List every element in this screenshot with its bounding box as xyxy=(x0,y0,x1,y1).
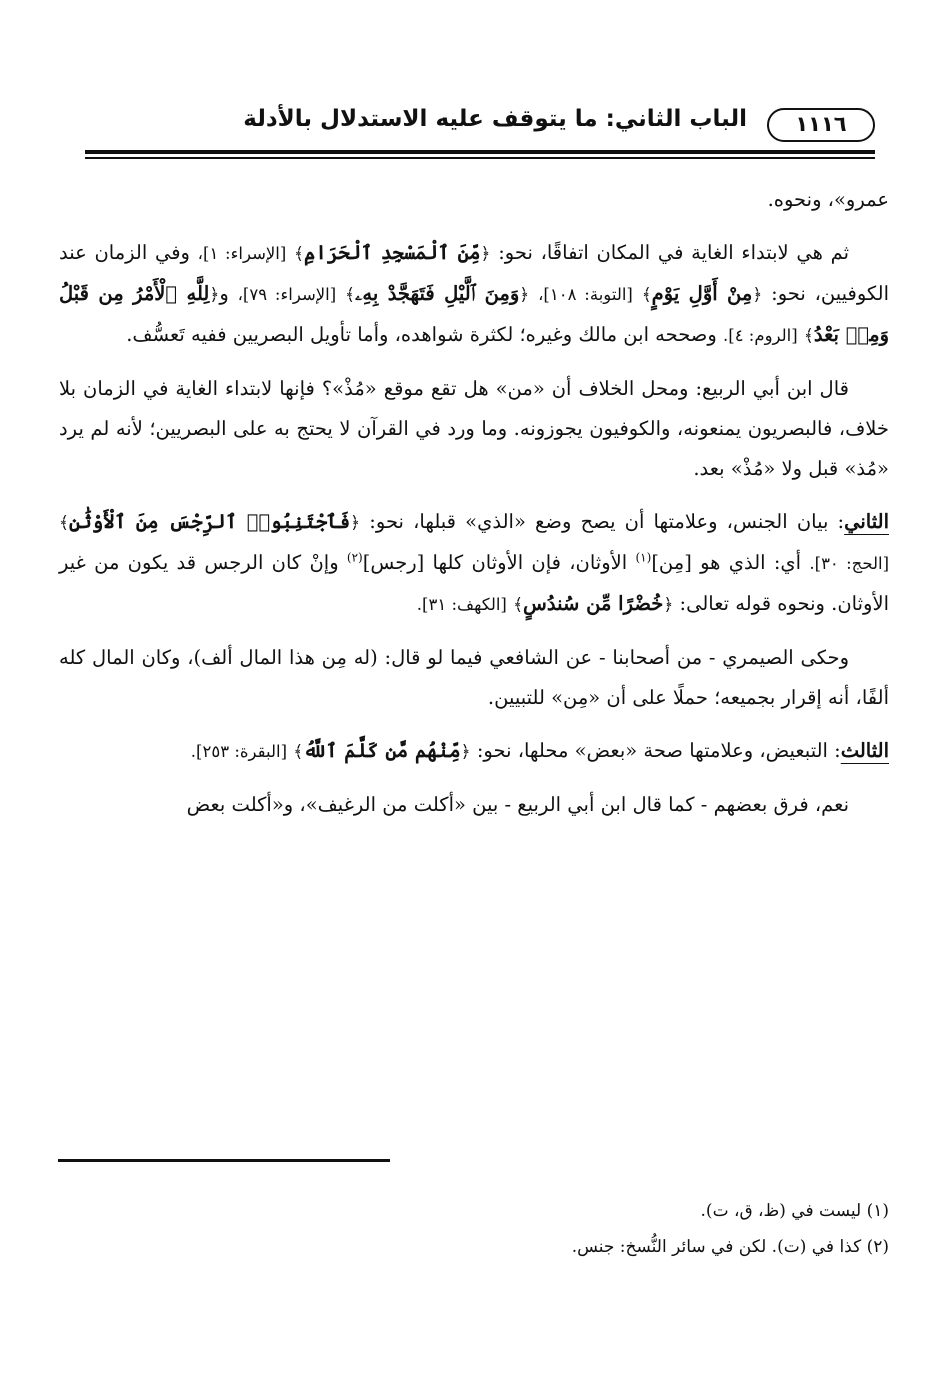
quran-bracket-close: ﴾ xyxy=(803,326,814,346)
quran-bracket-close: ﴾ xyxy=(345,285,355,305)
page-number: ١١١٦ xyxy=(767,108,875,142)
footnote-marker: (١) xyxy=(635,550,652,565)
quran-bracket-close: ﴾ xyxy=(513,595,524,615)
quran-bracket-close: ﴾ xyxy=(293,742,304,762)
paragraph-2-text-a: ثم هي لابتداء الغاية في المكان اتفاقًا، نحو: xyxy=(498,241,849,264)
paragraph-2-text-c: و xyxy=(219,282,229,305)
quran-bracket-open: ﴿ xyxy=(460,742,471,762)
verse-reference: [الروم: ٤]. xyxy=(723,326,798,345)
paragraph-2 xyxy=(59,233,889,356)
paragraph-4-text-b: أي: الذي هو [مِن] xyxy=(651,551,802,574)
paragraph-3 xyxy=(59,369,889,489)
verse-reference: [البقرة: ٢٥٣]. xyxy=(190,742,288,761)
header-rule-thin xyxy=(85,157,875,159)
quran-verse: وَمِنَ ٱلَّيْلِ فَتَهَجَّدْ بِهِۦ xyxy=(355,282,520,305)
footnote-2: (٢) كذا في (ت). لكن في سائر النُّسخ: جنس. xyxy=(571,1237,889,1257)
running-title: الباب الثاني: ما يتوقف عليه الاستدلال بالأدلة xyxy=(243,106,747,132)
paragraph-1-text: عمرو»، ونحوه. xyxy=(767,188,889,211)
page-header xyxy=(85,100,875,152)
footnote-marker: (٢) xyxy=(346,550,363,565)
quran-verse: مِنْ أَوَّلِ يَوْمٍ xyxy=(651,282,753,305)
quran-verse: مِّنْهُم مَّن كَلَّمَ ٱللَّهُ xyxy=(303,739,461,762)
verse-reference: [الكهف: ٣١]. xyxy=(416,595,507,614)
quran-verse: فَٱجْتَنِبُوا۟ ٱلرِّجْسَ مِنَ ٱلْأَوْثَٰنِ xyxy=(68,510,351,533)
quran-bracket-close: ﴾ xyxy=(294,244,304,264)
quran-verse: خُضْرًا مِّن سُندُسٍ xyxy=(523,592,664,615)
quran-bracket-open: ﴿ xyxy=(209,285,220,305)
paragraph-5 xyxy=(59,638,889,718)
verse-reference: [التوبة: ١٠٨]، xyxy=(538,285,633,304)
quran-bracket-open: ﴿ xyxy=(519,285,530,305)
section-term: الثالث xyxy=(840,739,889,762)
paragraph-4-text-a: : بيان الجنس، وعلامتها أن يصح وضع «الذي» قبلها، نحو: xyxy=(369,510,845,533)
paragraph-6-text-a: : التبعيض، وعلامتها صحة «بعض» محلها، نحو: xyxy=(476,739,841,762)
paragraph-3-text: قال ابن أبي الربيع: ومحل الخلاف أن «من» هل تقع موقع «مُذْ»؟ فإنها لابتداء الغاية في الزمان بلا خلاف، فالبصريون يمنعونه، والكوفيون يجوزونه. وما ورد في القرآن لا يحتج به على البصريين؛ لأنه لم يرد «مُذ» قبل ولا «مُذْ» بعد. xyxy=(59,377,889,480)
footnote-1: (١) ليست في (ظ، ق، ت). xyxy=(700,1201,889,1221)
section-term: الثاني xyxy=(844,510,889,533)
paragraph-1 xyxy=(59,180,889,220)
footnote-separator xyxy=(58,1159,390,1162)
quran-bracket-close: ﴾ xyxy=(59,513,69,533)
quran-bracket-close: ﴾ xyxy=(641,285,652,305)
header-rule-thick xyxy=(85,150,875,154)
paragraph-4-text-c: الأوثان، فإن الأوثان كلها [رجس] xyxy=(362,551,628,574)
paragraph-7-text: نعم، فرق بعضهم - كما قال ابن أبي الربيع - بين «أكلت من الرغيف»، و«أكلت بعض xyxy=(186,793,849,816)
verse-reference: [الإسراء: ٧٩]، xyxy=(237,285,337,304)
footnotes xyxy=(59,1193,889,1265)
paragraph-7 xyxy=(59,785,889,825)
paragraph-4 xyxy=(59,502,889,625)
quran-verse: لِلَّهِ ٱلْأَمْرُ مِن قَبْلُ وَمِنۢ بَعْدُ xyxy=(59,282,889,346)
quran-verse: مِّنَ ٱلْمَسْجِدِ ٱلْحَرَامِ xyxy=(304,241,481,264)
quran-bracket-open: ﴿ xyxy=(663,595,674,615)
verse-reference: [الحج: ٣٠]. xyxy=(809,554,890,573)
quran-bracket-open: ﴿ xyxy=(480,244,491,264)
verse-reference: [الإسراء: ١]، xyxy=(197,244,287,263)
quran-bracket-open: ﴿ xyxy=(350,513,361,533)
paragraph-2-text-d: وصححه ابن مالك وغيره؛ لكثرة شواهده، وأما تأويل البصريين ففيه تَعسُّف. xyxy=(126,323,717,346)
paragraph-4-text-d: وإنْ كان الرجس قد يكون من غير الأوثان. ونحوه قوله تعالى: xyxy=(59,551,889,615)
paragraph-5-text: وحكى الصيمري - من أصحابنا - عن الشافعي فيما لو قال: (له مِن هذا المال ألف)، وكان المال كله ألفًا، أنه إقرار بجميعه؛ حملًا على أن «مِن» للتبيين. xyxy=(59,646,889,709)
paragraph-2-text-b: وفي الزمان عند الكوفيين، نحو: xyxy=(59,241,890,305)
main-text xyxy=(59,180,889,838)
quran-bracket-open: ﴿ xyxy=(752,285,763,305)
paragraph-6 xyxy=(59,731,889,772)
